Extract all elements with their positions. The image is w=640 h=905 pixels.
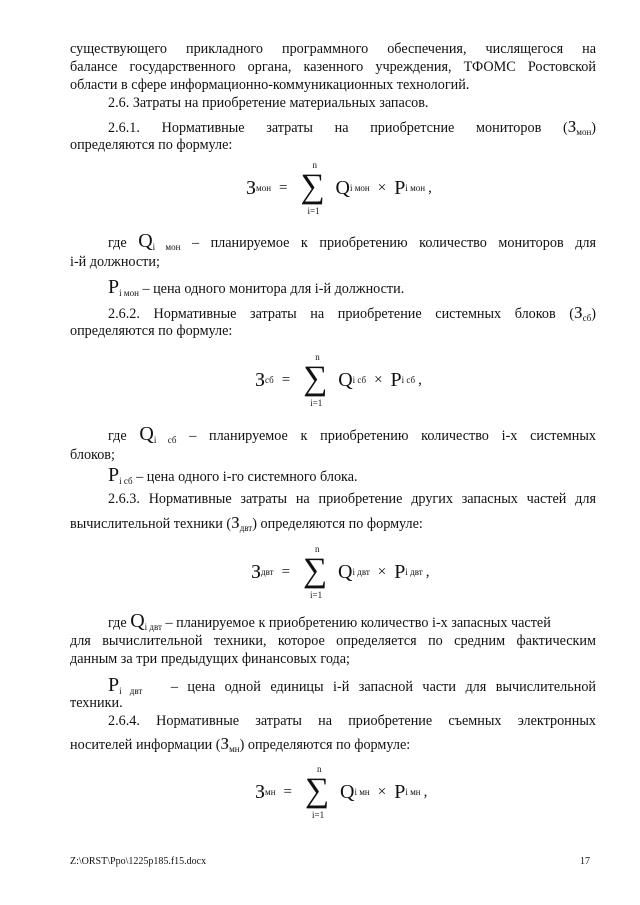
definition-q-spare-parts: где $Q_{i двт}$ – планируемое к приобретению количество i-х запасных частей — [108, 610, 551, 632]
definition-p-monitors: $P_{i мон}$ – цена одного монитора для i-й должности. — [108, 276, 405, 298]
text-line: носителей информации $(З_{мн})$ определяются по формуле: — [70, 734, 411, 754]
text-line: области в сфере информационно-коммуникационных технологий. — [70, 77, 470, 93]
text-line: определяются по формуле: — [70, 323, 233, 339]
text-line: существующего прикладного программного обеспечения, числящегося на — [70, 41, 596, 57]
text-line: определяются по формуле: — [70, 137, 233, 153]
paragraph-2-6-2: 2.6.2. Нормативные затраты на приобретение системных блоков $(З_{сб})$ — [108, 303, 596, 323]
text-line: данным за три предыдущих финансовых года; — [70, 651, 350, 667]
sum-symbol: n ∑ i=1 — [305, 764, 330, 820]
definition-p-spare-parts: $P_{i двт}$ – цена одной единицы i-й запасной части для вычислительной — [108, 674, 597, 696]
definition-q-system-blocks: где $Q_{i сб}$ – планируемое к приобретению количество i-х системных — [108, 423, 596, 445]
footer-file-path: Z:\ORST\Ppo\1225p185.f15.docx — [70, 856, 207, 867]
text-line: для вычислительной техники, которое определяется по средним фактическим — [70, 633, 596, 649]
definition-p-system-blocks: $P_{i сб}$ – цена одного i-го системного блока. — [108, 464, 358, 486]
text-line: вычислительной техники $(З_{двт})$ определяются по формуле: — [70, 513, 423, 533]
sum-symbol: n ∑ i=1 — [303, 544, 328, 600]
formula-removable-media: З мн = n ∑ i=1 Q i мн × P i мн , — [255, 764, 428, 820]
text-line: блоков; — [70, 447, 115, 463]
formula-system-blocks: З сб = n ∑ i=1 Q i сб × P i сб , — [255, 352, 422, 408]
definition-q-monitors: где $Q_{i мон}$ – планируемое к приобретению количество мониторов для — [108, 230, 597, 252]
page-number: 17 — [580, 856, 590, 867]
paragraph-2-6-3: 2.6.3. Нормативные затраты на приобретение других запасных частей для — [108, 491, 596, 507]
text-line: i-й должности; — [70, 254, 160, 270]
paragraph-2-6-4: 2.6.4. Нормативные затраты на приобретение съемных электронных — [108, 713, 596, 729]
paragraph-2-6-1: 2.6.1. Нормативные затраты на приобретсние мониторов $(З_{мон})$ — [108, 117, 596, 137]
formula-monitors: З мон = n ∑ i=1 Q i мон × P i мон , — [246, 160, 432, 216]
sum-symbol: n ∑ i=1 — [300, 160, 325, 216]
text-line: балансе государственного органа, казенного учреждения, ТФОМС Ростовской — [70, 59, 596, 75]
sum-symbol: n ∑ i=1 — [303, 352, 328, 408]
text-line: техники. — [70, 695, 123, 711]
section-heading: 2.6. Затраты на приобретение материальных запасов. — [108, 95, 429, 111]
formula-spare-parts: З двт = n ∑ i=1 Q i двт × P i двт , — [251, 544, 430, 600]
